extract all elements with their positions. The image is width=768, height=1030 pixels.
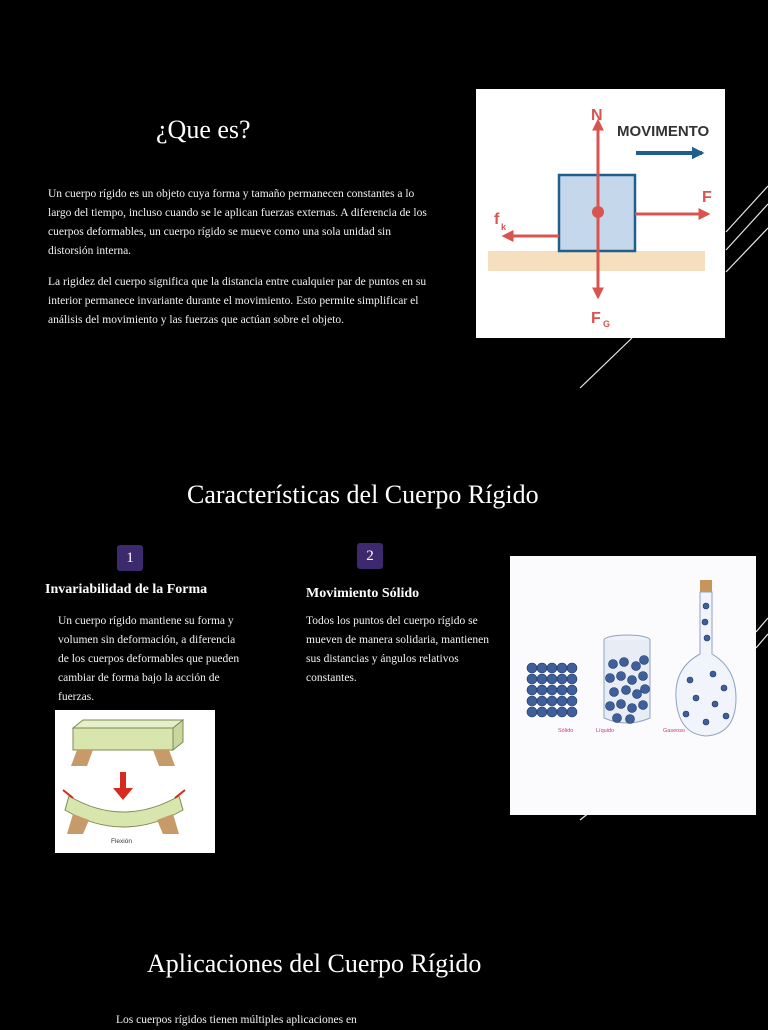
- normal-label: N: [591, 107, 603, 124]
- states-of-matter-image: [510, 556, 756, 815]
- section3-title: Aplicaciones del Cuerpo Rígido: [147, 949, 482, 978]
- feature-2-heading: Movimiento Sólido: [306, 586, 420, 601]
- gravity-subscript: G: [603, 319, 611, 329]
- applied-force-label: F: [702, 189, 712, 206]
- feature-2-text: Todos los puntos del cuerpo rígido se mueven de manera solidaria, mantienen sus distancias y ángulos relativos constantes.: [306, 615, 489, 684]
- feature-1-heading: Invariabilidad de la Forma: [45, 582, 208, 597]
- section3-intro: Los cuerpos rígidos tienen múltiples aplicaciones en: [116, 1014, 357, 1026]
- flexion-caption: Flexión: [111, 838, 132, 845]
- states-label-liquid: Líquido: [596, 728, 615, 734]
- section1-paragraph-1: Un cuerpo rígido es un objeto cuya forma y tamaño permanecen constantes a lo largo del tiempo, incluso cuando se le aplican fuerzas externas. A diferencia de los cuerpos deformables, un cuerpo rígido se mueve como una sola unidad sin distorsión interna.: [48, 188, 427, 257]
- flexion-image: [55, 710, 215, 853]
- feature-1-badge: 1: [117, 545, 143, 571]
- movement-label: MOVIMENTO: [617, 123, 710, 140]
- liquid-beaker: [604, 635, 650, 724]
- feature-2-badge: 2: [357, 543, 383, 569]
- section1-title: ¿Que es?: [156, 115, 251, 144]
- section1-paragraph-2: La rigidez del cuerpo significa que la distancia entre cualquier par de puntos en su interior permanece invariante durante el movimiento. Esto permite simplificar el análisis del movimiento y las fuerzas que actúan sobre el objeto.: [48, 276, 427, 326]
- states-label-solid: Sólido: [558, 728, 574, 734]
- feature-1-text: Un cuerpo rígido mantiene su forma y volumen sin deformación, a diferencia de los cuerpos deformables que pueden cambiar de forma bajo la acción de fuerzas.: [58, 615, 240, 703]
- section2-title: Características del Cuerpo Rígido: [187, 480, 539, 509]
- friction-subscript: k: [501, 222, 507, 232]
- states-label-gas: Gaseoso: [663, 728, 686, 734]
- friction-label: f: [494, 211, 500, 228]
- gravity-label: F: [591, 310, 601, 327]
- solid-particles: [527, 663, 577, 717]
